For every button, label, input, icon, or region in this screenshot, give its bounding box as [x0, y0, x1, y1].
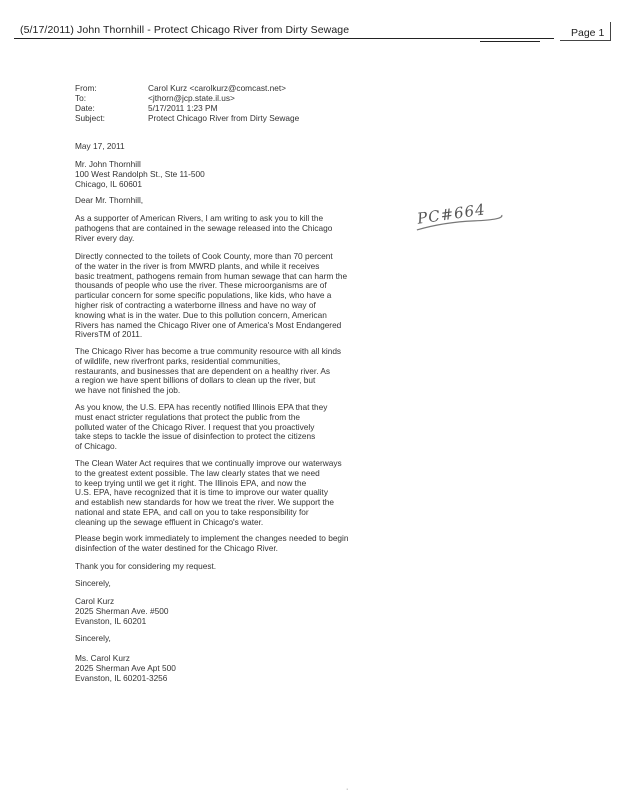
address-line: 100 West Randolph St., Ste 11-500 [75, 168, 205, 179]
signature-block-2 [75, 654, 176, 683]
paragraph-2 [75, 252, 347, 340]
paragraph-line: to keep trying until we get it right. The Illinois EPA, and now the [75, 477, 307, 488]
paragraph-line: of wildlife, new riverfront parks, residential communities, [75, 355, 281, 366]
paragraph-line: polluted water of the Chicago River. I request that you proactively [75, 421, 315, 432]
salutation [75, 196, 143, 206]
paragraph-line: Directly connected to the toilets of Cook County, more than 70 percent [75, 251, 333, 261]
to-value: <jthorn@jcp.state.il.us> [148, 93, 235, 103]
thanks-text: Thank you for considering my request. [75, 561, 217, 571]
paragraph-line: Rivers has named the Chicago River one of America's Most Endangered [75, 319, 342, 330]
paragraph-line: basic treatment, pathogens remain from human sewage that can harm the [75, 270, 348, 281]
header-page-number: Page 1 [571, 27, 605, 39]
letter-date [75, 142, 125, 152]
address-line: Mr. John Thornhill [75, 159, 141, 169]
to-row [75, 93, 299, 103]
paragraph-4 [75, 403, 327, 452]
paragraph-line: of Chicago. [75, 441, 117, 452]
paragraph-line: River every day. [75, 232, 135, 243]
footer-mark: · [346, 786, 349, 793]
paragraph-6 [75, 534, 349, 554]
paragraph-line: U.S. EPA, have recognized that it is time to improve our water quality [75, 487, 329, 498]
handwritten-text: PC#664 [416, 200, 487, 228]
paragraph-line: knowing what is in the water. Due to this pollution concern, American [75, 309, 327, 320]
letter-date-text: May 17, 2011 [75, 141, 125, 151]
subject-label: Subject: [75, 113, 105, 123]
date-value: 5/17/2011 1:23 PM [148, 103, 218, 113]
signature-line: Evanston, IL 60201 [75, 615, 147, 626]
paragraph-line: and establish new standards for how we treat the river. We support the [75, 497, 335, 508]
recipient-address [75, 160, 205, 189]
paragraph-line: take steps to tackle the issue of disinfection to protect the citizens [75, 431, 316, 442]
subject-value: Protect Chicago River from Dirty Sewage [148, 113, 300, 123]
signature-line: 2025 Sherman Ave Apt 500 [75, 662, 176, 673]
paragraph-line: The Chicago River has become a true community resource with all kinds [75, 346, 342, 356]
paragraph-line: national and state EPA, and call on you to take responsibility for [75, 506, 309, 517]
paragraph-line: a region we have spent billions of dollars to clean up the river, but [75, 375, 316, 386]
header-title: (5/17/2011) John Thornhill - Protect Chicago River from Dirty Sewage [20, 24, 350, 36]
address-line: Chicago, IL 60601 [75, 178, 143, 189]
paragraph-line: must enact stricter regulations that protect the public from the [75, 411, 301, 422]
paragraph-line: cleaning up the sewage effluent in Chicago's water. [75, 516, 264, 527]
paragraph-line: disinfection of the water destined for the Chicago River. [75, 542, 278, 553]
closing-1 [75, 579, 111, 589]
signature-line: 2025 Sherman Ave. #500 [75, 605, 169, 616]
thanks-line [75, 562, 216, 572]
signature-line: Evanston, IL 60201-3256 [75, 672, 168, 683]
date-label: Date: [75, 103, 95, 113]
paragraph-line: Please begin work immediately to implement the changes needed to begin [75, 533, 349, 543]
to-label: To: [75, 93, 87, 103]
paragraph-line: thousands of people who use the river. These microorganisms are of [75, 280, 327, 291]
handwritten-annotation [416, 200, 487, 227]
paragraph-3 [75, 347, 341, 396]
paragraph-line: RiversTM of 2011. [75, 329, 143, 340]
paragraph-line: particular concern for some specific populations, like kids, who have a [75, 290, 332, 301]
closing-text: Sincerely, [75, 578, 111, 588]
closing-2 [75, 634, 111, 644]
from-row [75, 83, 299, 93]
paragraph-line: higher risk of contracting a waterborne illness and have no way of [75, 299, 316, 310]
email-metadata [75, 83, 299, 123]
from-label: From: [75, 83, 97, 93]
date-row [75, 103, 299, 113]
salutation-text: Dear Mr. Thornhill, [75, 195, 144, 205]
closing-text: Sincerely, [75, 633, 111, 643]
paragraph-line: pathogens that are contained in the sewage released into the Chicago [75, 222, 333, 233]
signature-block-1 [75, 597, 169, 626]
paragraph-line: As you know, the U.S. EPA has recently notified Illinois EPA that they [75, 402, 328, 412]
paragraph-line: restaurants, and businesses that are dependent on a healthy river. As [75, 365, 331, 376]
paragraph-line: of the water in the river is from MWRD plants, and while it receives [75, 260, 320, 271]
subject-row [75, 113, 299, 123]
header-rule-short [480, 41, 540, 42]
signature-line: Ms. Carol Kurz [75, 653, 130, 663]
paragraph-line: The Clean Water Act requires that we continually improve our waterways [75, 458, 342, 468]
page-box [560, 22, 611, 41]
paragraph-line: we have not finished the job. [75, 385, 181, 396]
paragraph-line: to the greatest extent possible. The law clearly states that we need [75, 467, 320, 478]
header-rule [14, 38, 554, 39]
signature-line: Carol Kurz [75, 596, 115, 606]
paragraph-1 [75, 214, 332, 243]
paragraph-line: As a supporter of American Rivers, I am writing to ask you to kill the [75, 213, 324, 223]
from-value: Carol Kurz <carolkurz@comcast.net> [148, 83, 286, 93]
paragraph-5 [75, 459, 342, 528]
